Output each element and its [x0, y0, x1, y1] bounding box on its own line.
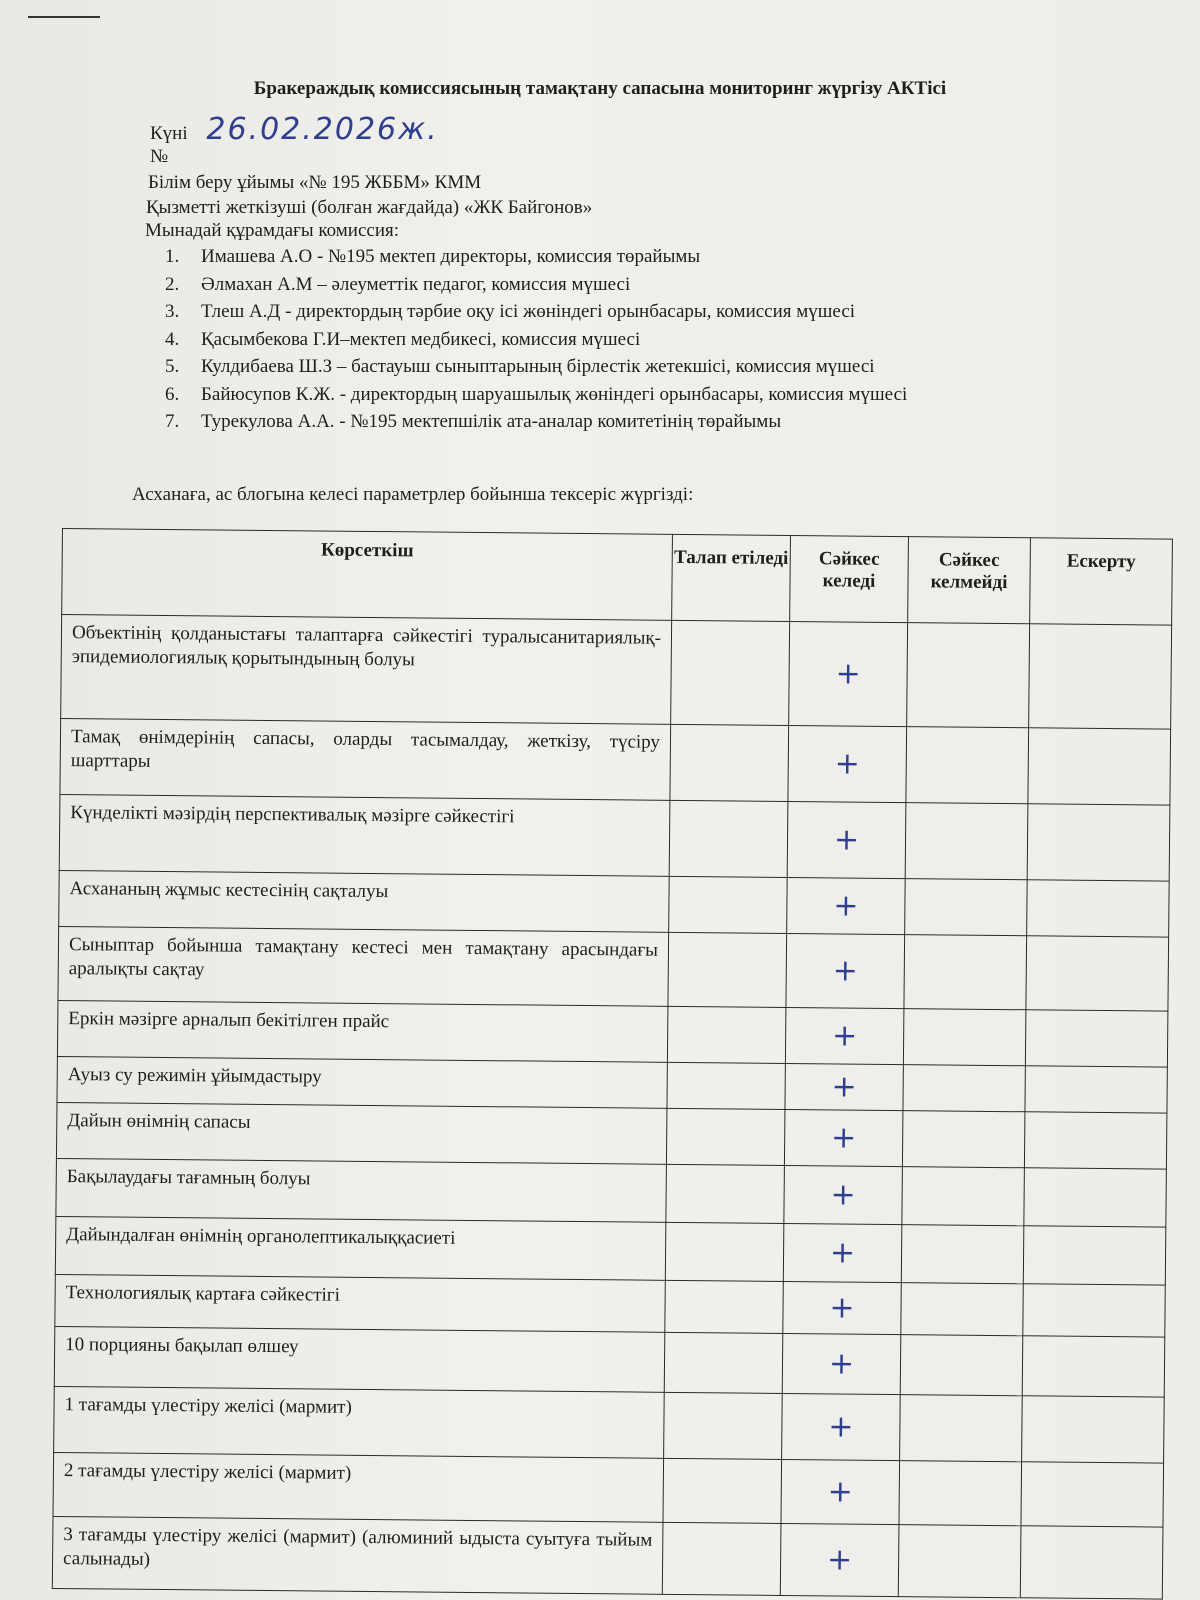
table-header-row: [62, 529, 1173, 626]
header-complies: Сәйкес келеді: [790, 535, 909, 622]
note-cell: [1025, 1010, 1168, 1067]
not-complies-cell: [905, 803, 1028, 880]
table-row: [56, 1158, 1167, 1227]
supplier-line: Қызметті жеткізуші (болған жағдайда) «ЖК Байгонов»: [146, 197, 593, 218]
complies-cell: +: [784, 1165, 903, 1224]
required-cell: [664, 1392, 783, 1459]
required-cell: [662, 1522, 781, 1595]
indicator-cell: 10 порцияны бақылап өлшеу: [54, 1326, 665, 1392]
note-cell: [1027, 804, 1170, 881]
not-complies-cell: [907, 623, 1030, 728]
member-text: Тлеш А.Д - директордың тәрбие оқу ісі жөніндегі орынбасары, комиссия мүшесі: [201, 301, 856, 322]
indicator-cell: Дайындалған өнімнің органолептикалыққасиеті: [55, 1216, 666, 1280]
top-rule: [28, 16, 100, 18]
complies-cell: +: [787, 801, 906, 878]
member-text: Турекулова А.А. - №195 мектепшілік ата-аналар комитетінің төрайымы: [201, 411, 782, 432]
commission-member: [165, 384, 907, 412]
required-cell: [671, 620, 790, 725]
required-cell: [670, 724, 789, 801]
note-cell: [1029, 624, 1172, 729]
required-cell: [663, 1458, 782, 1523]
indicator-cell: 2 тағамды үлестіру желісі (мармит): [53, 1452, 664, 1522]
required-cell: [667, 1062, 785, 1109]
complies-cell: +: [785, 1063, 903, 1110]
not-complies-cell: [905, 879, 1028, 936]
complies-cell: +: [783, 1223, 902, 1282]
header-indicator: Көрсеткіш: [62, 529, 673, 621]
table-row: [60, 718, 1171, 805]
complies-cell: +: [782, 1333, 901, 1394]
indicator-cell: Объектінің қолданыстағы талаптарға сәйкестігі туралысанитариялық-эпидемиологиялық қорытындының болуы: [61, 615, 672, 725]
not-complies-cell: [902, 1167, 1025, 1226]
complies-cell: +: [787, 877, 906, 934]
required-cell: [669, 800, 788, 877]
table-row: [55, 1216, 1166, 1285]
header-required: Талап етіледі: [672, 534, 791, 621]
commission-member: [165, 411, 907, 439]
not-complies-cell: [901, 1283, 1023, 1336]
commission-member: [165, 301, 907, 329]
member-number: 7.: [165, 411, 180, 432]
complies-cell: +: [788, 725, 907, 802]
not-complies-cell: [902, 1111, 1025, 1168]
note-cell: [1022, 1396, 1165, 1463]
date-label: Күні: [150, 123, 188, 144]
indicator-cell: Тамақ өнімдерінің сапасы, оларды тасымалдау, жеткізу, түсіру шарттары: [60, 718, 671, 800]
note-cell: [1022, 1336, 1165, 1397]
complies-cell: +: [781, 1459, 900, 1524]
note-cell: [1023, 1284, 1165, 1337]
not-complies-cell: [903, 1009, 1026, 1066]
complies-cell: +: [783, 1281, 901, 1334]
commission-member: [165, 329, 907, 357]
note-cell: [1027, 880, 1170, 937]
date-handwritten: 26.02.2026ж.: [206, 112, 439, 147]
not-complies-cell: [903, 1065, 1025, 1112]
indicator-cell: 3 тағамды үлестіру желісі (мармит) (алюминий ыдыста суытуға тыйым салынады): [52, 1516, 663, 1594]
number-label: №: [150, 146, 169, 167]
header-note: Ескерту: [1030, 538, 1173, 625]
note-cell: [1025, 1066, 1167, 1113]
inspection-table: [52, 528, 1173, 1600]
table-row: [61, 615, 1172, 730]
note-cell: [1026, 936, 1169, 1011]
table-row: [53, 1452, 1164, 1527]
table-row: [52, 1516, 1163, 1599]
required-cell: [666, 1164, 785, 1223]
required-cell: [667, 1006, 786, 1063]
note-cell: [1024, 1112, 1167, 1169]
not-complies-cell: [900, 1395, 1023, 1462]
organization-line: Білім беру ұйымы «№ 195 ЖББМ» КММ: [148, 172, 482, 193]
note-cell: [1021, 1462, 1164, 1527]
indicator-cell: Технологиялық картаға сәйкестігі: [55, 1274, 665, 1332]
commission-member-list: [165, 246, 907, 439]
member-text: Имашева А.О - №195 мектеп директоры, комиссия төрайымы: [201, 246, 701, 267]
complies-cell: +: [780, 1523, 899, 1596]
not-complies-cell: [904, 935, 1027, 1010]
commission-member: [165, 274, 907, 302]
member-text: Қасымбекова Г.И–мектеп медбикесі, комиссия мүшесі: [201, 328, 641, 350]
complies-cell: +: [785, 1007, 904, 1064]
commission-member: [165, 356, 907, 384]
inspection-intro: Асханаға, ас блогына келесі параметрлер бойынша тексеріс жүргізді:: [132, 484, 694, 505]
indicator-cell: Дайын өнімнің сапасы: [56, 1102, 667, 1164]
required-cell: [668, 932, 787, 1007]
complies-cell: +: [786, 933, 905, 1008]
indicator-cell: 1 тағамды үлестіру желісі (мармит): [54, 1386, 665, 1458]
member-number: 1.: [165, 246, 180, 267]
member-number: 4.: [165, 328, 180, 350]
document-title: Бракераждық комиссиясының тамақтану сапасына мониторинг жүргізу АКТісі: [253, 78, 947, 99]
not-complies-cell: [898, 1525, 1021, 1598]
member-number: 6.: [165, 383, 180, 405]
member-number: 5.: [165, 356, 180, 377]
indicator-cell: Сыныптар бойынша тамақтану кестесі мен тамақтану арасындағы аралықты сақтау: [58, 926, 669, 1006]
required-cell: [666, 1108, 785, 1165]
table-body: [52, 615, 1171, 1600]
required-cell: [665, 1280, 783, 1333]
note-cell: [1024, 1168, 1167, 1227]
note-cell: [1028, 728, 1171, 805]
required-cell: [665, 1222, 784, 1281]
indicator-cell: Еркін мәзірге арналып бекітілген прайс: [57, 1000, 668, 1062]
table-row: [54, 1386, 1165, 1463]
commission-intro: Мынадай құрамдағы комиссия:: [145, 220, 400, 241]
note-cell: [1023, 1226, 1166, 1285]
member-text: Кулдибаева Ш.З – бастауыш сыныптарының бірлестік жетекшісі, комиссия мүшесі: [201, 356, 875, 377]
note-cell: [1020, 1526, 1163, 1599]
not-complies-cell: [906, 727, 1029, 804]
member-number: 3.: [165, 301, 180, 322]
member-text: Әлмахан А.М – әлеуметтік педагог, комиссия мүшесі: [201, 273, 631, 295]
date-row: [150, 112, 439, 147]
member-text: Байюсупов К.Ж. - директордың шаруашылық жөніндегі орынбасары, комиссия мүшесі: [201, 383, 908, 405]
indicator-cell: Ауыз су режимін ұйымдастыру: [57, 1056, 667, 1108]
not-complies-cell: [899, 1461, 1022, 1526]
commission-member: [165, 246, 907, 274]
indicator-cell: Бақылаудағы тағамның болуы: [56, 1158, 667, 1222]
required-cell: [664, 1332, 783, 1393]
indicator-cell: Асхананың жұмыс кестесінің сақталуы: [59, 870, 670, 932]
not-complies-cell: [900, 1335, 1023, 1396]
complies-cell: +: [782, 1393, 901, 1460]
complies-cell: +: [784, 1109, 903, 1166]
member-number: 2.: [165, 273, 180, 295]
complies-cell: +: [789, 621, 908, 726]
header-not-complies: Сәйкес келмейді: [908, 537, 1031, 624]
table-row: [54, 1326, 1165, 1397]
table-row: [58, 926, 1169, 1011]
not-complies-cell: [901, 1225, 1024, 1284]
table-row: [59, 794, 1170, 881]
indicator-cell: Күнделікті мәзірдің перспективалық мәзірге сәйкестігі: [59, 794, 670, 876]
required-cell: [669, 876, 788, 933]
